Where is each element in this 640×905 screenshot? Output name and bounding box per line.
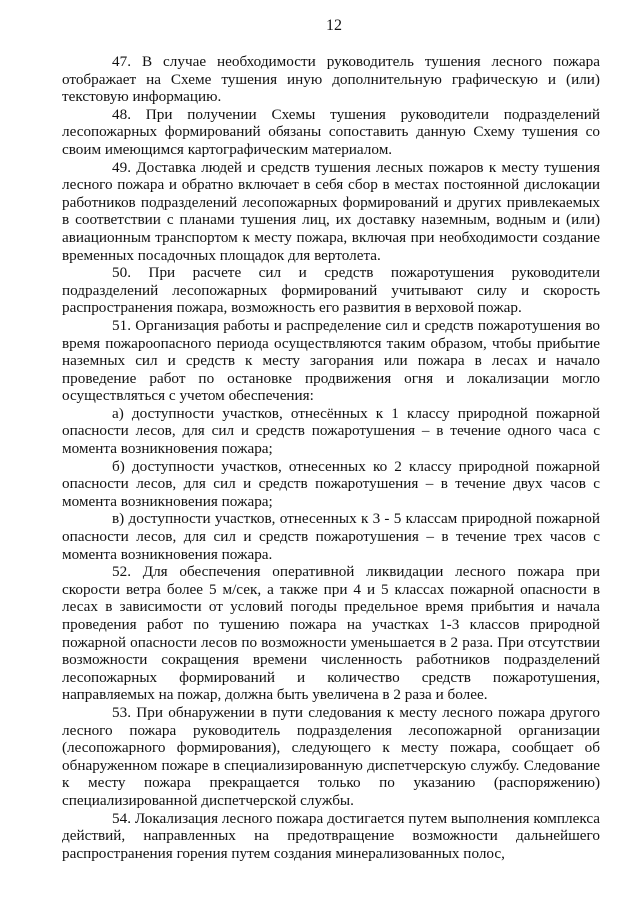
paragraph-50: 50. При расчете сил и средств пожаротушения руководители подразделений лесопожарных формирований учитывают силу и скорость распространения пожара, возможность его развития в верховой пожар. [62, 264, 600, 317]
page-number: 12 [326, 17, 342, 34]
paragraph-53: 53. При обнаружении в пути следования к месту лесного пожара другого лесного пожара руководитель подразделения лесопожарной организации (лесопожарного формирования), следующего к месту пожара, сообщает об обнаруженном пожаре в специализированную диспетчерскую службу. Следование к месту пожара прекращается только по указанию (распоряжению) специализированной диспетчерской службы. [62, 703, 600, 809]
paragraph-51: 51. Организация работы и распределение сил и средств пожаротушения во время пожароопасного периода осуществляются таким образом, чтобы прибытие наземных сил и средств к месту загорания или пожара в лесах и начало проведение работ по остановке продвижения огня и локализации могло осуществляться с учетом обеспечения: [62, 316, 600, 405]
paragraph-54: 54. Локализация лесного пожара достигается путем выполнения комплекса действий, направленных на предотвращение возможности дальнейшего распространения горения путем создания минерализованных полос, [62, 809, 600, 862]
paragraph-51-v: в) доступности участков, отнесенных к 3 - 5 классам природной пожарной опасности лесов, для сил и средств пожаротушения – в течение трех часов с момента возникновения пожара. [62, 510, 600, 563]
paragraph-49: 49. Доставка людей и средств тушения лесных пожаров к месту тушения лесного пожара и обратно включает в себя сбор в местах постоянной дислокации работников подразделений лесопожарных формирований и других привлекаемых в соответствии с планами тушения лиц, их доставку наземным, водным и (или) авиационным транспортом к месту пожара, включая при необходимости создание временных посадочных площадок для вертолета. [62, 158, 600, 264]
paragraph-48: 48. При получении Схемы тушения руководители подразделений лесопожарных формирований обязаны сопоставить данную Схему тушения со своим имеющимся картографическим материалом. [62, 105, 600, 158]
paragraph-47: 47. В случае необходимости руководитель тушения лесного пожара отображает на Схеме тушения иную дополнительную графическую и (или) текстовую информацию. [62, 53, 600, 106]
paragraph-51-b: б) доступности участков, отнесенных ко 2 классу природной пожарной опасности лесов, для сил и средств пожаротушения – в течение двух часов с момента возникновения пожара; [62, 457, 600, 510]
paragraph-51-a: а) доступности участков, отнесённых к 1 классу природной пожарной опасности лесов, для сил и средств пожаротушения – в течение одного часа с момента возникновения пожара; [62, 404, 600, 458]
paragraph-52: 52. Для обеспечения оперативной ликвидации лесного пожара при скорости ветра более 5 м/сек, а также при 4 и 5 классах пожарной опасности в лесах в зависимости от условий погоды предельное время прибытия и начала проведения работ по тушению пожара на участках 1-3 классов природной пожарной опасности лесов по возможности уменьшается в 2 раза. При отсутствии возможности сокращения времени численность работников подразделений лесопожарных формирований и количество средств пожаротушения, направляемых на пожар, должна быть увеличена в 2 раза и более. [62, 563, 600, 704]
